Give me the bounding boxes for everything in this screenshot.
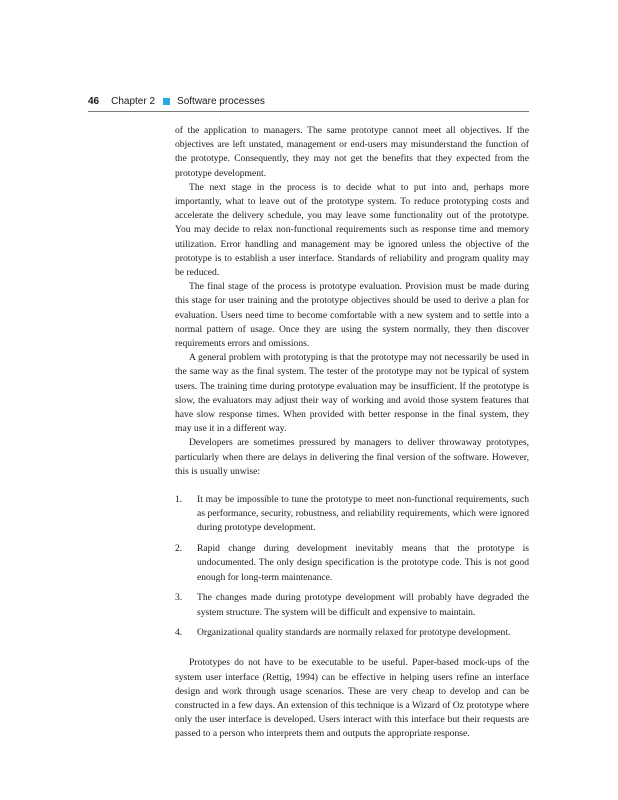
list-item bbox=[175, 626, 529, 640]
list-number: 4. bbox=[175, 627, 183, 639]
paragraph: A general problem with prototyping is that the prototype may not necessarily be used in the same way as the final system. The tester of the prototype may not be typical of system users. The training time during prototype evaluation may be insufficient. If the prototype is slow, the evaluators may adjust their way of working and avoid those system features that have slow response times. When provided with better response in the final system, they may use it in a different way. bbox=[175, 352, 529, 435]
list-item bbox=[175, 493, 529, 536]
list-text: It may be impossible to tune the prototype to meet non-functional requirements, such as performance, security, robustness, and reliability requirements, which were ignored during prototype development. bbox=[197, 494, 529, 534]
header-rule bbox=[88, 111, 529, 112]
paragraph: The next stage in the process is to decide what to put into and, perhaps more importantly, what to leave out of the prototype system. To reduce prototyping costs and accelerate the delivery schedule, you may leave some functionality out of the prototype. You may decide to relax non-functional requirements such as response time and memory utilization. Error handling and management may be ignored unless the objective of the prototype is to establish a user interface. Standards of reliability and program quality may be reduced. bbox=[175, 181, 529, 279]
list-text: Organizational quality standards are normally relaxed for prototype development. bbox=[197, 627, 511, 639]
running-header bbox=[88, 96, 528, 107]
paragraph: of the application to managers. The same prototype cannot meet all objectives. If the objectives are left unstated, management or end-users may misunderstand the function of the prototype. Consequently, they may not get the benefits that they expected from the prototype development. bbox=[175, 125, 529, 179]
list-number: 3. bbox=[175, 592, 183, 604]
paragraph: Developers are sometimes pressured by managers to deliver throwaway prototypes, particularly when there are delays in delivering the final version of the software. However, this is usually unwise: bbox=[175, 437, 529, 477]
list-item bbox=[175, 591, 529, 619]
section-title: Software processes bbox=[177, 96, 265, 107]
closing-paragraph: Prototypes do not have to be executable to be useful. Paper-based mock-ups of the system user interface (Rettig, 1994) can be effective in helping users refine an interface design and work through usage scenarios. These are very cheap to develop and can be constructed in a few days. An extension of this technique is a Wizard of Oz prototype where only the user interface is developed. Users interact with this interface but their requests are passed to a person who interprets them and outputs the appropriate response. bbox=[175, 657, 529, 740]
page-number: 46 bbox=[88, 96, 100, 107]
page-body bbox=[175, 124, 529, 742]
list-text: Rapid change during development inevitably means that the prototype is undocumented. The only design specification is the prototype code. This is not good enough for long-term maintenance. bbox=[197, 543, 529, 583]
blue-square-icon bbox=[163, 98, 170, 105]
paragraph: The final stage of the process is prototype evaluation. Provision must be made during this stage for user training and the prototype objectives should be used to derive a plan for evaluation. Users need time to become comfortable with a new system and to settle into a normal pattern of usage. Once they are using the system normally, they then discover requirements errors and omissions. bbox=[175, 281, 529, 350]
list-number: 2. bbox=[175, 543, 183, 555]
numbered-list bbox=[175, 493, 529, 640]
list-number: 1. bbox=[175, 494, 183, 506]
list-text: The changes made during prototype development will probably have degraded the system structure. The system will be difficult and expensive to maintain. bbox=[197, 592, 529, 618]
list-item bbox=[175, 542, 529, 585]
chapter-label: Chapter 2 bbox=[111, 96, 156, 107]
